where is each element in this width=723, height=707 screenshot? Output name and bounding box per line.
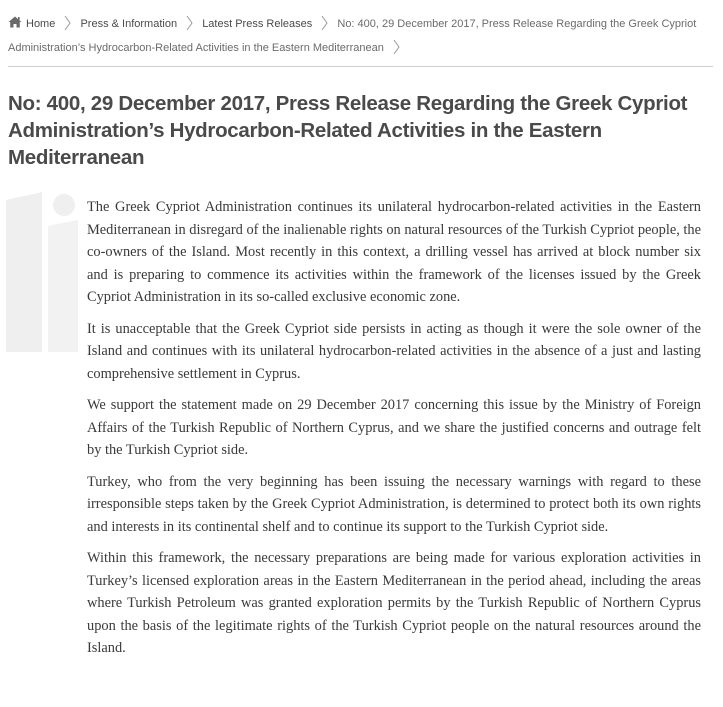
breadcrumb-home[interactable] (8, 18, 58, 30)
article-paragraph-5: Within this framework, the necessary preparations are being made for various exploration activities in Turkey’s licensed exploration areas in the Eastern Mediterranean in the period ahead, including the areas where Turkish Petroleum was granted exploration permits by the Turkish Republic of Northern Cyprus upon the basis of the legitimate rights of the Turkish Cypriot people on the natural resources around the Island. (87, 550, 701, 656)
breadcrumb-home-link[interactable]: Home (26, 18, 56, 30)
breadcrumb-press-information[interactable] (80, 18, 180, 30)
article-paragraph-1: The Greek Cypriot Administration continues its unilateral hydrocarbon-related activities in the Eastern Mediterranean in disregard of the inalienable rights on natural resources of the Turkish Cypriot people, the co-owners of the Island. Most recently in this context, a drilling vessel has arrived at block number six and is preparing to commence its activities within the framework of the licenses issued by the Greek Cypriot Administration in its so-called exclusive economic zone. (87, 199, 701, 305)
home-icon (8, 16, 22, 28)
breadcrumb-latest-press-releases[interactable] (202, 18, 315, 30)
chevron-right-icon (64, 15, 71, 31)
breadcrumb-latest-press-releases-link[interactable]: Latest Press Releases (202, 18, 313, 30)
article-paragraph-2: It is unacceptable that the Greek Cypriot side persists in acting as though it were the sole owner of the Island and continues with its unilateral hydrocarbon-related activities in the absence of a just and lasting comprehensive settlement in Cyprus. (87, 320, 701, 382)
article-paragraph-3: We support the statement made on 29 December 2017 concerning this issue by the Ministry of Foreign Affairs of the Turkish Republic of Northern Cyprus, and we share the justified concerns and outrage felt by the Turkish Cypriot side. (87, 397, 701, 458)
header-divider (8, 66, 713, 67)
article-paragraph-4: Turkey, who from the very beginning has been issuing the necessary warnings with regard to these irresponsible steps taken by the Greek Cypriot Administration, is determined to protect both its own rights and interests in its continental shelf and to continue its support to the Turkish Cypriot side. (87, 473, 701, 535)
info-i-emblem-icon (4, 192, 78, 352)
chevron-right-icon (393, 39, 400, 55)
chevron-right-icon (321, 15, 328, 31)
breadcrumb-current-page: No: 400, 29 December 2017, Press Release Regarding the Greek Cypriot Administration’s Hydrocarbon-Related Activities in the Eastern Mediterranean (8, 18, 697, 54)
chevron-right-icon (186, 15, 193, 31)
breadcrumb (8, 12, 713, 60)
breadcrumb-press-information-link[interactable]: Press & Information (80, 18, 178, 30)
article-body (87, 196, 701, 669)
page-title: No: 400, 29 December 2017, Press Release Regarding the Greek Cypriot Administration’s Hydrocarbon-Related Activities in the Eastern Mediterranean (8, 92, 688, 169)
